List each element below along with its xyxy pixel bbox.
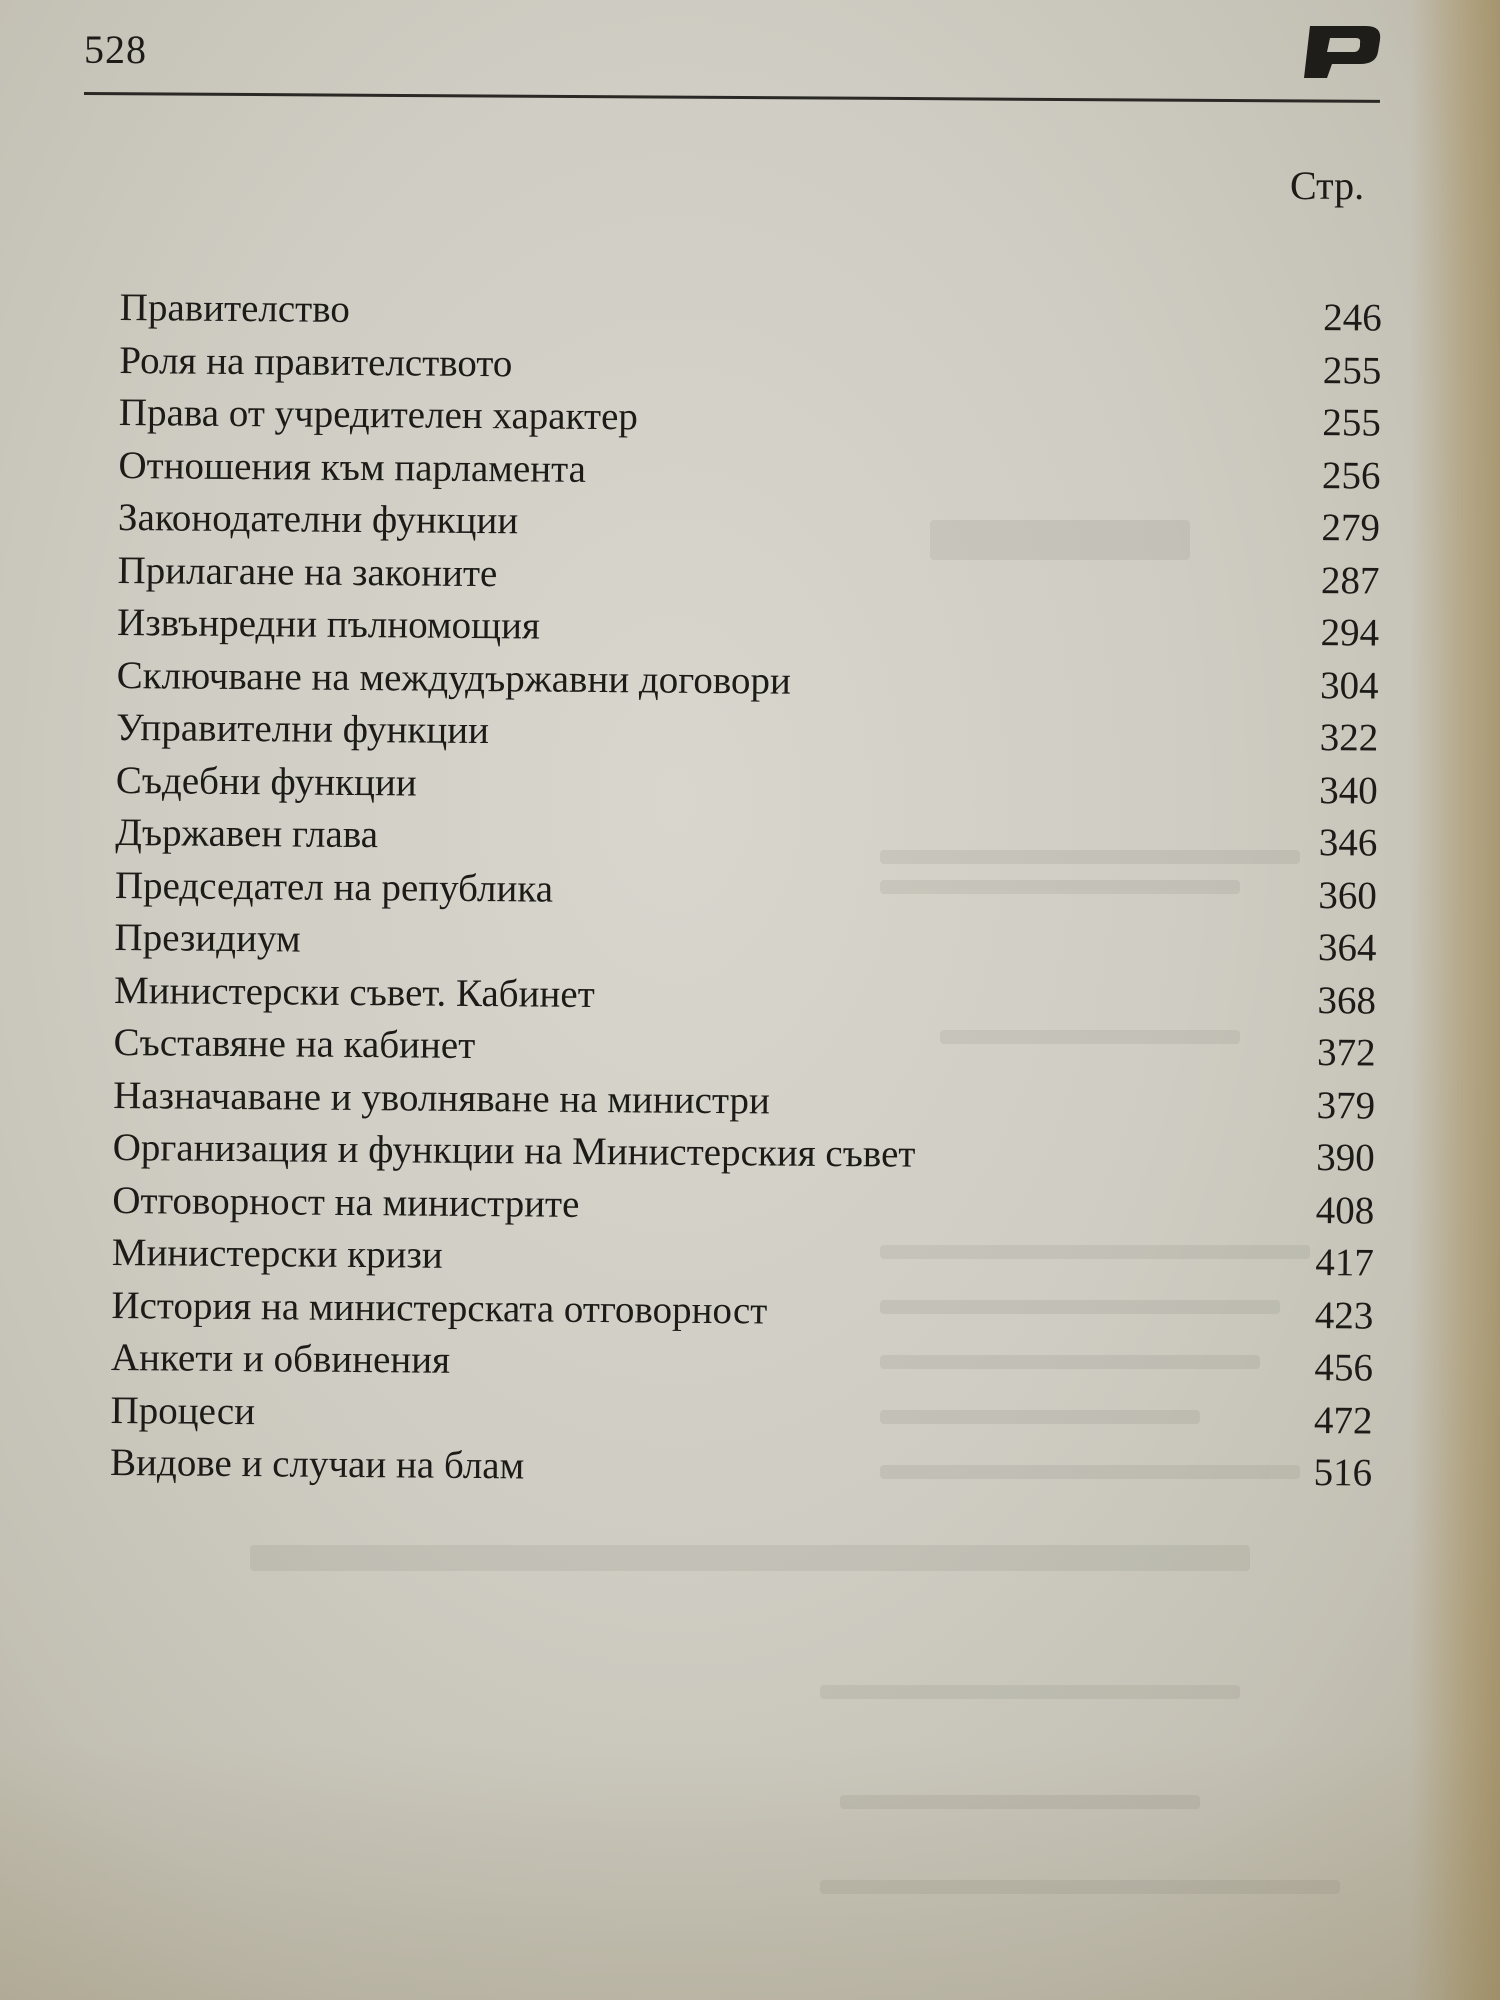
toc-entry-title: История на министерската отговорност	[111, 1283, 768, 1332]
page-column-label: Стр.	[1290, 163, 1365, 208]
toc-entry-page-number: 408	[1315, 1188, 1375, 1233]
toc-entry-page-number: 304	[1319, 663, 1379, 708]
toc-entry-title: Отговорност на министрите	[112, 1178, 580, 1226]
toc-entry-title: Министерски кризи	[111, 1230, 443, 1277]
toc-entry-title: Държавен глава	[115, 810, 379, 857]
toc-entry-title: Права от учредителен характер	[118, 390, 639, 439]
toc-entry-page-number: 287	[1320, 558, 1380, 603]
toc-entry-page-number: 246	[1323, 296, 1382, 340]
toc-entry-page-number: 472	[1313, 1398, 1373, 1443]
toc-entry-page-number: 346	[1318, 821, 1378, 865]
table-of-contents	[110, 282, 1382, 1500]
toc-entry-page-number: 516	[1313, 1451, 1373, 1495]
header-rule	[84, 92, 1380, 103]
toc-entry	[110, 1437, 1372, 1500]
toc-entry-title: Правителство	[119, 285, 351, 331]
toc-entry-title: Видове и случаи на блам	[109, 1440, 525, 1488]
toc-entry-title: Организация и функции на Министерския съвет	[112, 1125, 916, 1176]
toc-entry-title: Съставяне на кабинет	[113, 1020, 476, 1068]
toc-entry-page-number: 256	[1321, 453, 1381, 498]
toc-entry-title: Съдебни функции	[115, 758, 417, 805]
toc-entry-page-number: 372	[1316, 1031, 1376, 1075]
toc-entry-title: Процеси	[110, 1388, 256, 1433]
toc-entry-page-number: 279	[1321, 506, 1381, 550]
toc-entry-title: Управителни функции	[116, 705, 490, 753]
toc-entry-title: Сключване на междудържавни договори	[116, 653, 792, 703]
toc-entry-page-number: 423	[1314, 1293, 1374, 1338]
toc-entry-page-number: 379	[1316, 1083, 1376, 1128]
toc-entry-title: Министерски съвет. Кабинет	[113, 968, 595, 1016]
toc-entry-page-number: 360	[1318, 873, 1378, 918]
toc-entry-page-number: 368	[1317, 978, 1377, 1023]
toc-entry-page-number: 390	[1316, 1136, 1375, 1180]
publisher-p-logo-icon	[1296, 24, 1382, 80]
toc-entry-title: Законодателни функции	[117, 495, 519, 543]
toc-entry-title: Прилагане на законите	[117, 548, 498, 595]
toc-entry-title: Президиум	[114, 915, 301, 961]
toc-entry-title: Роля на правителството	[119, 338, 513, 385]
page-bottom-shadow	[0, 1740, 1500, 2000]
toc-entry-title: Назначаване и уволняване на министри	[113, 1073, 771, 1122]
toc-entry-title: Отношения към парламента	[118, 443, 587, 491]
toc-entry-title: Анкети и обвинения	[110, 1335, 451, 1382]
toc-entry-title: Извънредни пълномощия	[116, 600, 541, 648]
page-number: 528	[84, 27, 147, 72]
toc-entry-page-number: 255	[1322, 401, 1382, 445]
page-edge-shadow	[1410, 0, 1500, 2000]
toc-entry-page-number: 456	[1314, 1346, 1374, 1390]
toc-entry-page-number: 294	[1320, 611, 1380, 655]
toc-entry-page-number: 322	[1319, 716, 1379, 760]
toc-entry-title: Председател на република	[114, 863, 554, 911]
toc-entry-page-number: 417	[1315, 1241, 1375, 1285]
toc-entry-page-number: 364	[1317, 926, 1377, 970]
toc-entry-page-number: 255	[1322, 348, 1382, 393]
toc-entry-page-number: 340	[1319, 768, 1378, 813]
